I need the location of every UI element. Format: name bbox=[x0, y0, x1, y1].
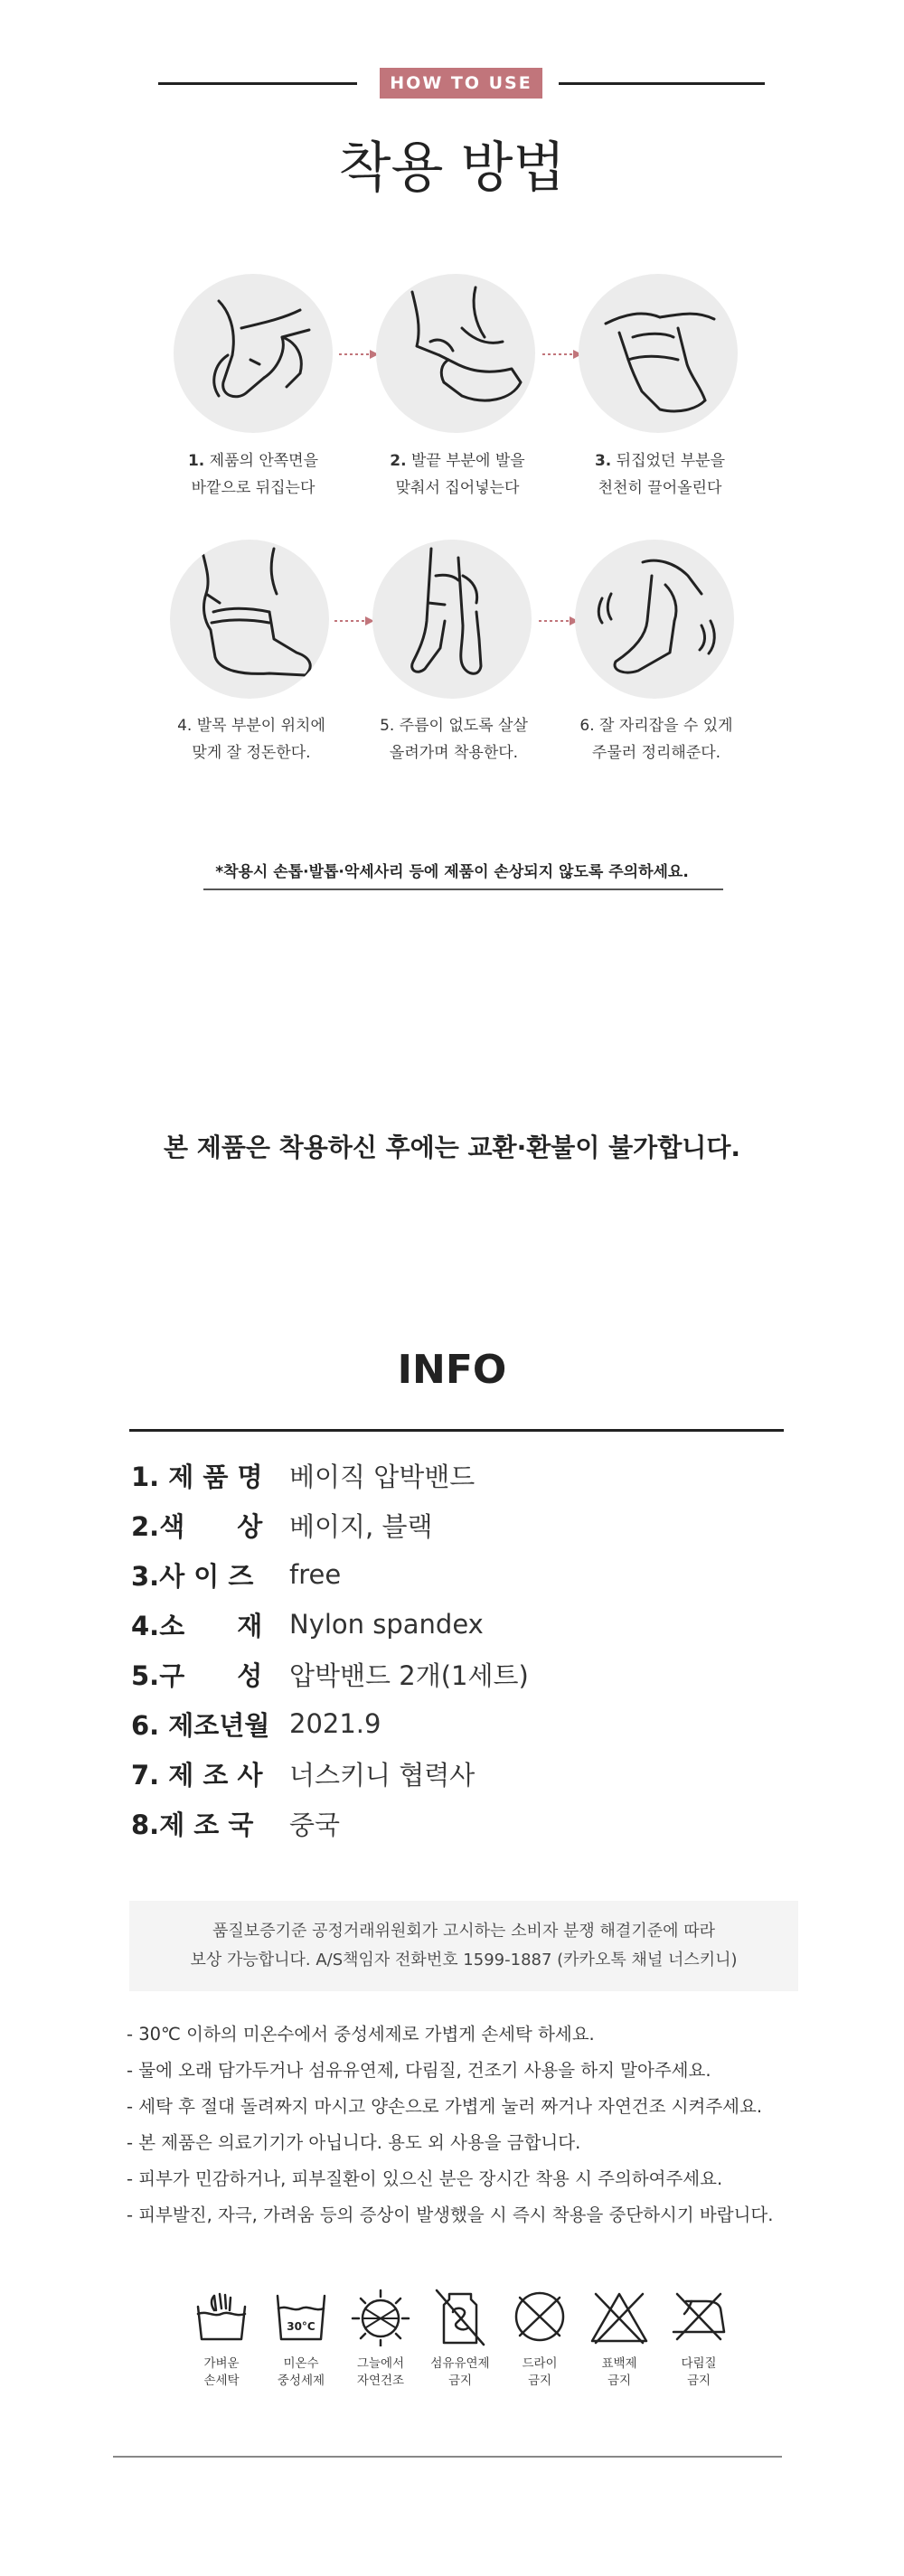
washing-instruction: - 세탁 후 절대 돌려짜지 마시고 양손으로 가볍게 눌러 짜거나 자연건조 시켜주세요. bbox=[127, 2096, 763, 2117]
page-title: 착용 방법 bbox=[338, 136, 566, 200]
info-label: 5.구 성 bbox=[131, 1659, 263, 1691]
info-value: free bbox=[289, 1559, 342, 1590]
info-value: 2021.9 bbox=[289, 1708, 381, 1739]
hand-wash-icon bbox=[189, 2287, 254, 2346]
care-label-1: 드라이 bbox=[522, 2356, 558, 2371]
care-item-no-softener bbox=[424, 2287, 496, 2390]
info-row bbox=[131, 1656, 529, 1692]
info-label: 8.제 조 국 bbox=[131, 1809, 254, 1840]
info-value: 베이직 압박밴드 bbox=[289, 1461, 476, 1492]
caution-underline bbox=[203, 888, 723, 890]
info-row bbox=[131, 1606, 484, 1642]
info-label: 1. 제 품 명 bbox=[131, 1461, 263, 1492]
care-item-lukewarm-wash bbox=[265, 2287, 337, 2390]
step-number: 6. bbox=[579, 717, 595, 735]
care-label-2: 금지 bbox=[686, 2374, 711, 2388]
info-title: INFO bbox=[397, 1347, 507, 1393]
info-row bbox=[131, 1507, 433, 1543]
step-number: 3. bbox=[594, 452, 612, 470]
step-line2: 주물러 정리해준다. bbox=[591, 744, 721, 762]
how-to-use-badge: HOW TO USE bbox=[380, 68, 542, 99]
lukewarm-wash-icon bbox=[268, 2287, 334, 2346]
step-5-caption bbox=[345, 712, 562, 766]
divider-left bbox=[158, 82, 357, 85]
info-row bbox=[131, 1706, 381, 1742]
no-softener-icon bbox=[428, 2287, 493, 2346]
step-line1: 잘 자리잡을 수 있게 bbox=[594, 717, 733, 735]
care-item-no-bleach bbox=[583, 2287, 655, 2390]
info-value: 너스키니 협력사 bbox=[289, 1759, 476, 1791]
info-label: 3.사 이 즈 bbox=[131, 1560, 254, 1592]
step-number: 1. bbox=[187, 452, 205, 470]
care-label-1: 표백제 bbox=[601, 2356, 637, 2371]
info-label: 7. 제 조 사 bbox=[131, 1759, 263, 1791]
inside-out-icon bbox=[174, 274, 333, 433]
no-iron-icon bbox=[666, 2287, 731, 2346]
info-value: Nylon spandex bbox=[289, 1609, 484, 1640]
care-item-no-dryclean bbox=[504, 2287, 576, 2390]
info-label: 6. 제조년월 bbox=[131, 1709, 270, 1741]
step-line2: 맞게 잘 정돈한다. bbox=[192, 744, 311, 762]
step-line2: 천천히 끌어올린다 bbox=[598, 479, 722, 497]
care-label-2: 중성세제 bbox=[277, 2374, 325, 2388]
info-row bbox=[131, 1755, 475, 1791]
info-value: 베이지, 블랙 bbox=[289, 1510, 433, 1542]
divider-right bbox=[559, 82, 765, 85]
how-to-use-header bbox=[0, 65, 904, 101]
as-info-line1: 품질보증기준 공정거래위원회가 고시하는 소비자 분쟁 해결기준에 따라 bbox=[212, 1922, 715, 1941]
care-label-1: 미온수 bbox=[283, 2356, 319, 2371]
step-line1: 발목 부분이 위치에 bbox=[192, 717, 325, 735]
washing-instruction: - 30℃ 이하의 미온수에서 중성세제로 가볍게 손세탁 하세요. bbox=[127, 2024, 595, 2045]
care-item-shade-dry bbox=[344, 2287, 417, 2390]
info-row bbox=[131, 1556, 341, 1593]
info-row bbox=[131, 1805, 340, 1841]
care-label-2: 금지 bbox=[607, 2374, 632, 2388]
step-3-caption bbox=[551, 447, 768, 502]
care-item-no-iron bbox=[663, 2287, 735, 2390]
no-bleach-icon bbox=[587, 2287, 652, 2346]
step-1-caption bbox=[145, 447, 362, 502]
caution-text: *착용시 손톱·발톱·악세사리 등에 제품이 손상되지 않도록 주의하세요. bbox=[215, 863, 689, 881]
as-info-box bbox=[129, 1901, 798, 1991]
washing-instruction: - 물에 오래 담가두거나 섬유유연제, 다림질, 건조기 사용을 하지 말아주세요. bbox=[127, 2060, 711, 2081]
step-4-caption bbox=[143, 712, 360, 766]
step-2-caption bbox=[349, 447, 566, 502]
shade-dry-icon bbox=[348, 2287, 413, 2346]
info-label: 4.소 재 bbox=[131, 1610, 263, 1641]
as-info-line2: 보상 가능합니다. A/S책임자 전화번호 1599-1887 (카카오톡 채널 너스키니) bbox=[190, 1951, 738, 1970]
massage-icon bbox=[575, 540, 734, 699]
washing-instruction: - 본 제품은 의료기기가 아닙니다. 용도 외 사용을 금합니다. bbox=[127, 2132, 581, 2153]
step-line1: 발끝 부분에 발을 bbox=[406, 452, 525, 470]
info-label: 2.색 상 bbox=[131, 1510, 263, 1542]
temp-label: 30°C bbox=[287, 2320, 315, 2333]
info-value: 압박밴드 2개(1세트) bbox=[289, 1659, 529, 1691]
step-line2: 맞춰서 집어넣는다 bbox=[395, 479, 520, 497]
care-label-1: 그늘에서 bbox=[356, 2356, 405, 2371]
step-number: 2. bbox=[390, 452, 407, 470]
step-line1: 제품의 안쪽면을 bbox=[204, 452, 319, 470]
care-label-2: 자연건조 bbox=[356, 2374, 405, 2388]
step-number: 4. bbox=[177, 717, 193, 735]
no-dryclean-icon bbox=[507, 2287, 572, 2346]
care-label-2: 손세탁 bbox=[203, 2374, 240, 2388]
pull-up-icon bbox=[579, 274, 738, 433]
step-line2: 올려가며 착용한다. bbox=[389, 744, 519, 762]
step-line1: 주름이 없도록 살살 bbox=[394, 717, 528, 735]
info-row bbox=[131, 1457, 475, 1493]
step-line2: 바깥으로 뒤집는다 bbox=[191, 479, 315, 497]
align-ankle-icon bbox=[170, 540, 329, 699]
care-label-1: 다림질 bbox=[681, 2356, 717, 2371]
info-divider bbox=[129, 1429, 784, 1432]
smooth-wrinkles-icon bbox=[372, 540, 532, 699]
care-label-1: 가벼운 bbox=[203, 2356, 240, 2371]
step-line1: 뒤집었던 부분을 bbox=[611, 452, 726, 470]
arrow-icon bbox=[339, 348, 381, 361]
care-label-1: 섬유유연제 bbox=[430, 2356, 490, 2371]
info-value: 중국 bbox=[289, 1809, 341, 1840]
bottom-divider bbox=[113, 2456, 782, 2458]
arrow-icon bbox=[334, 615, 376, 627]
step-6-caption bbox=[548, 712, 765, 766]
care-label-2: 금지 bbox=[447, 2374, 473, 2388]
insert-foot-icon bbox=[376, 274, 535, 433]
no-refund-notice: 본 제품은 착용하신 후에는 교환·환불이 불가합니다. bbox=[163, 1133, 741, 1162]
step-number: 5. bbox=[380, 717, 395, 735]
care-label-2: 금지 bbox=[527, 2374, 552, 2388]
washing-instruction: - 피부발진, 자극, 가려움 등의 증상이 발생했을 시 즉시 착용을 중단하시기 바랍니다. bbox=[127, 2205, 774, 2225]
washing-instruction: - 피부가 민감하거나, 피부질환이 있으신 분은 장시간 착용 시 주의하여주세요. bbox=[127, 2168, 723, 2189]
care-item-hand-wash bbox=[185, 2287, 258, 2390]
